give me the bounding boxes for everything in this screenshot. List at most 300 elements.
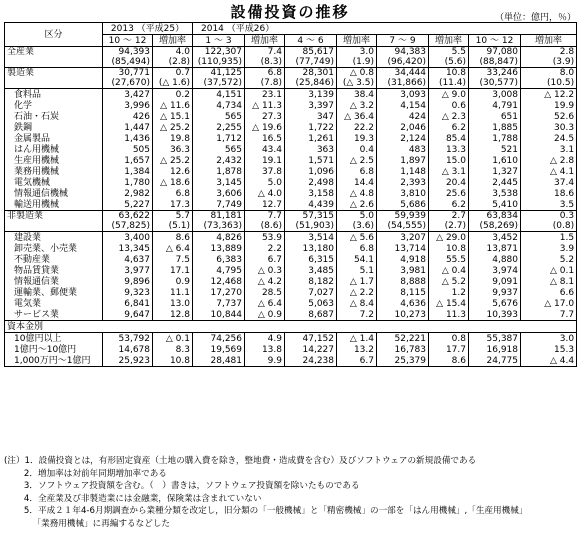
growth-rate-cell: 2.7 bbox=[429, 211, 469, 222]
amount-cell: 565 bbox=[193, 111, 245, 122]
amount-cell: 3,093 bbox=[377, 89, 429, 101]
amount-cell: 1,712 bbox=[193, 133, 245, 144]
growth-rate-cell: 6.8 bbox=[337, 243, 377, 254]
growth-rate-cell: 8.3 bbox=[153, 344, 193, 355]
header-period: 増加率 bbox=[337, 35, 377, 47]
growth-rate-cell: 5.1 bbox=[337, 265, 377, 276]
growth-rate-cell: 5.5 bbox=[429, 47, 469, 58]
growth-rate-cell: 37.4 bbox=[521, 177, 577, 188]
table-row bbox=[5, 265, 577, 276]
growth-rate-cell: 13.2 bbox=[337, 344, 377, 355]
growth-rate-cell: 0.2 bbox=[153, 89, 193, 101]
growth-rate-cell: 0.4 bbox=[337, 144, 377, 155]
growth-rate-cell: 19.3 bbox=[337, 133, 377, 144]
amount-cell: 1,885 bbox=[469, 122, 521, 133]
row-label: 食料品 bbox=[5, 89, 103, 101]
amount-cell: 4,880 bbox=[469, 254, 521, 265]
footnote-line: 「業務用機械」に再編するなどした bbox=[4, 518, 171, 529]
table-row bbox=[5, 188, 577, 199]
amount-cell: 10,273 bbox=[377, 309, 429, 321]
growth-rate-cell: △ 19.6 bbox=[245, 122, 285, 133]
growth-rate-cell: 85.4 bbox=[429, 133, 469, 144]
amount-cell: 3,485 bbox=[285, 265, 337, 276]
amount-cell: (51,903) bbox=[285, 221, 337, 232]
row-label: 建設業 bbox=[5, 232, 103, 244]
growth-rate-cell: 4.0 bbox=[153, 47, 193, 58]
amount-cell: 3,810 bbox=[377, 188, 429, 199]
growth-rate-cell: △ 15.4 bbox=[429, 298, 469, 309]
table-row bbox=[5, 177, 577, 188]
table-row bbox=[5, 111, 577, 122]
amount-cell: 1,096 bbox=[285, 166, 337, 177]
amount-cell: (57,825) bbox=[103, 221, 153, 232]
growth-rate-cell: 12.8 bbox=[153, 309, 193, 321]
amount-cell: 4,826 bbox=[193, 232, 245, 244]
growth-rate-cell: 6.8 bbox=[245, 68, 285, 79]
growth-rate-cell: 5.0 bbox=[245, 177, 285, 188]
amount-cell: 3,606 bbox=[193, 188, 245, 199]
growth-rate-cell: 10.8 bbox=[153, 355, 193, 367]
header-period: 増加率 bbox=[521, 35, 577, 47]
growth-rate-cell: (3.9) bbox=[521, 57, 577, 68]
growth-rate-cell: 20.4 bbox=[429, 177, 469, 188]
amount-cell: 1,610 bbox=[469, 155, 521, 166]
amount-cell: 122,307 bbox=[193, 47, 245, 58]
amount-cell: 3,981 bbox=[377, 265, 429, 276]
amount-cell: 4,439 bbox=[285, 199, 337, 211]
growth-rate-cell: 3.0 bbox=[521, 333, 577, 345]
growth-rate-cell: 0.8 bbox=[429, 333, 469, 345]
amount-cell: 16,783 bbox=[377, 344, 429, 355]
growth-rate-cell: △ 2.8 bbox=[521, 155, 577, 166]
amount-cell: 8,687 bbox=[285, 309, 337, 321]
amount-cell: 1,722 bbox=[285, 122, 337, 133]
row-label: 情報通信業 bbox=[5, 276, 103, 287]
growth-rate-cell: 5.0 bbox=[337, 211, 377, 222]
amount-cell: 94,393 bbox=[103, 47, 153, 58]
amount-cell: 363 bbox=[285, 144, 337, 155]
growth-rate-cell: (2.7) bbox=[429, 221, 469, 232]
amount-cell: 3,996 bbox=[103, 100, 153, 111]
amount-cell: 6,383 bbox=[193, 254, 245, 265]
growth-rate-cell: 9.9 bbox=[245, 355, 285, 367]
amount-cell: 2,432 bbox=[193, 155, 245, 166]
amount-cell: 85,617 bbox=[285, 47, 337, 58]
growth-rate-cell: 43.4 bbox=[245, 144, 285, 155]
growth-rate-cell: △ 0.4 bbox=[429, 265, 469, 276]
amount-cell: 4,918 bbox=[377, 254, 429, 265]
amount-cell: 2,445 bbox=[469, 177, 521, 188]
growth-rate-cell: 18.6 bbox=[521, 188, 577, 199]
amount-cell: 3,974 bbox=[469, 265, 521, 276]
amount-cell: 24,775 bbox=[469, 355, 521, 367]
row-label: 業務用機械 bbox=[5, 166, 103, 177]
growth-rate-cell: 0.9 bbox=[153, 276, 193, 287]
growth-rate-cell: 5.2 bbox=[521, 254, 577, 265]
growth-rate-cell: △ 1.4 bbox=[337, 333, 377, 345]
growth-rate-cell: (11.4) bbox=[429, 78, 469, 89]
growth-rate-cell: 3.5 bbox=[521, 199, 577, 211]
capital-investment-table bbox=[4, 22, 577, 367]
growth-rate-cell: △ 6.4 bbox=[245, 298, 285, 309]
amount-cell: 17,270 bbox=[193, 287, 245, 298]
growth-rate-cell: 15.0 bbox=[429, 155, 469, 166]
row-label: 電気機械 bbox=[5, 177, 103, 188]
growth-rate-cell: 10.8 bbox=[429, 243, 469, 254]
growth-rate-cell: 3.1 bbox=[521, 144, 577, 155]
growth-rate-cell: 5.7 bbox=[153, 211, 193, 222]
growth-rate-cell: 14.4 bbox=[337, 177, 377, 188]
table-row bbox=[5, 355, 577, 367]
growth-rate-cell: 38.4 bbox=[337, 89, 377, 101]
growth-rate-cell: 12.7 bbox=[245, 199, 285, 211]
growth-rate-cell: 7.7 bbox=[521, 309, 577, 321]
growth-rate-cell: 19.1 bbox=[245, 155, 285, 166]
amount-cell: 1,148 bbox=[377, 166, 429, 177]
growth-rate-cell: 6.7 bbox=[337, 355, 377, 367]
table-row bbox=[5, 243, 577, 254]
amount-cell: (31,866) bbox=[377, 78, 429, 89]
amount-cell: 505 bbox=[103, 144, 153, 155]
summary-subrow bbox=[5, 57, 577, 68]
growth-rate-cell: 7.7 bbox=[245, 211, 285, 222]
amount-cell: 5,676 bbox=[469, 298, 521, 309]
growth-rate-cell: △ 5.6 bbox=[337, 232, 377, 244]
growth-rate-cell: 7.4 bbox=[245, 47, 285, 58]
summary-row bbox=[5, 211, 577, 222]
growth-rate-cell: △ 15.1 bbox=[153, 111, 193, 122]
amount-cell: 19,569 bbox=[193, 344, 245, 355]
table-row bbox=[5, 344, 577, 355]
growth-rate-cell: △ 6.4 bbox=[153, 243, 193, 254]
table-row bbox=[5, 144, 577, 155]
row-label: 金属製品 bbox=[5, 133, 103, 144]
amount-cell: 565 bbox=[193, 144, 245, 155]
row-label: 化学 bbox=[5, 100, 103, 111]
row-label: 製造業 bbox=[5, 68, 103, 79]
growth-rate-cell: △ 11.3 bbox=[245, 100, 285, 111]
amount-cell: 12,468 bbox=[193, 276, 245, 287]
amount-cell: (30,577) bbox=[469, 78, 521, 89]
growth-rate-cell: (10.5) bbox=[521, 78, 577, 89]
amount-cell: (54,555) bbox=[377, 221, 429, 232]
amount-cell: 63,834 bbox=[469, 211, 521, 222]
growth-rate-cell: (3.6) bbox=[337, 221, 377, 232]
amount-cell: 3,139 bbox=[285, 89, 337, 101]
amount-cell: 13,714 bbox=[377, 243, 429, 254]
row-label: 物品賃貸業 bbox=[5, 265, 103, 276]
amount-cell: 8,888 bbox=[377, 276, 429, 287]
growth-rate-cell: △ 18.6 bbox=[153, 177, 193, 188]
footnote-line: 2．増加率は対前年同期増加率である bbox=[4, 468, 167, 479]
growth-rate-cell: (5.1) bbox=[153, 221, 193, 232]
growth-rate-cell: 19.8 bbox=[153, 133, 193, 144]
amount-cell: 97,080 bbox=[469, 47, 521, 58]
growth-rate-cell: △ 0.9 bbox=[245, 309, 285, 321]
summary-row bbox=[5, 68, 577, 79]
row-label: 10億円以上 bbox=[5, 333, 103, 345]
amount-cell: 24,238 bbox=[285, 355, 337, 367]
table-row bbox=[5, 133, 577, 144]
growth-rate-cell: △ 3.1 bbox=[429, 166, 469, 177]
row-label: 非製造業 bbox=[5, 211, 103, 222]
row-label: 情報通信機械 bbox=[5, 188, 103, 199]
amount-cell: 3,400 bbox=[103, 232, 153, 244]
header-period: 4 ～ 6 bbox=[285, 35, 337, 47]
growth-rate-cell: △ 8.4 bbox=[337, 298, 377, 309]
amount-cell: 1,897 bbox=[377, 155, 429, 166]
summary-subrow bbox=[5, 221, 577, 232]
amount-cell: 9,896 bbox=[103, 276, 153, 287]
growth-rate-cell: 10.8 bbox=[429, 68, 469, 79]
header-period: 7 ～ 9 bbox=[377, 35, 429, 47]
amount-cell: 4,636 bbox=[377, 298, 429, 309]
row-label: 全産業 bbox=[5, 47, 103, 58]
row-label: 1,000万円～1億円 bbox=[5, 355, 103, 367]
growth-rate-cell: △ 4.4 bbox=[521, 355, 577, 367]
amount-cell: 1,780 bbox=[103, 177, 153, 188]
growth-rate-cell: 6.2 bbox=[429, 122, 469, 133]
amount-cell: 28,301 bbox=[285, 68, 337, 79]
growth-rate-cell: △ 29.0 bbox=[429, 232, 469, 244]
amount-cell: 53,792 bbox=[103, 333, 153, 345]
amount-cell: 52,221 bbox=[377, 333, 429, 345]
growth-rate-cell: △ 8.1 bbox=[521, 276, 577, 287]
amount-cell: 1,447 bbox=[103, 122, 153, 133]
growth-rate-cell: 11.3 bbox=[429, 309, 469, 321]
amount-cell: 74,256 bbox=[193, 333, 245, 345]
table-row bbox=[5, 89, 577, 101]
growth-rate-cell: 37.8 bbox=[245, 166, 285, 177]
growth-rate-cell: 22.2 bbox=[337, 122, 377, 133]
growth-rate-cell: △ 2.5 bbox=[337, 155, 377, 166]
amount-cell: 2,982 bbox=[103, 188, 153, 199]
growth-rate-cell: (1.9) bbox=[337, 57, 377, 68]
amount-cell: 10,393 bbox=[469, 309, 521, 321]
growth-rate-cell: 15.3 bbox=[521, 344, 577, 355]
unit-label: （単位：億円，％） bbox=[494, 13, 576, 23]
amount-cell: 13,871 bbox=[469, 243, 521, 254]
table-row bbox=[5, 166, 577, 177]
growth-rate-cell: 53.9 bbox=[245, 232, 285, 244]
header-period: 10 ～ 12 bbox=[469, 35, 521, 47]
amount-cell: 3,452 bbox=[469, 232, 521, 244]
growth-rate-cell: 12.6 bbox=[153, 166, 193, 177]
amount-cell: 4,151 bbox=[193, 89, 245, 101]
growth-rate-cell: 0.3 bbox=[521, 211, 577, 222]
amount-cell: (58,269) bbox=[469, 221, 521, 232]
growth-rate-cell: △ 2.3 bbox=[429, 111, 469, 122]
amount-cell: 5,227 bbox=[103, 199, 153, 211]
growth-rate-cell: 19.9 bbox=[521, 100, 577, 111]
growth-rate-cell: 6.7 bbox=[245, 254, 285, 265]
amount-cell: 1,261 bbox=[285, 133, 337, 144]
section-heading-row bbox=[5, 321, 577, 333]
growth-rate-cell: △ 17.0 bbox=[521, 298, 577, 309]
header-period: 増加率 bbox=[245, 35, 285, 47]
growth-rate-cell: △ 12.2 bbox=[521, 89, 577, 101]
amount-cell: 3,538 bbox=[469, 188, 521, 199]
growth-rate-cell: △ 4.2 bbox=[245, 276, 285, 287]
amount-cell: 30,771 bbox=[103, 68, 153, 79]
table-row bbox=[5, 232, 577, 244]
growth-rate-cell: 8.0 bbox=[521, 68, 577, 79]
row-label: はん用機械 bbox=[5, 144, 103, 155]
amount-cell: 14,678 bbox=[103, 344, 153, 355]
growth-rate-cell: △ 4.0 bbox=[245, 188, 285, 199]
amount-cell: 13,180 bbox=[285, 243, 337, 254]
amount-cell: 3,397 bbox=[285, 100, 337, 111]
table-row bbox=[5, 276, 577, 287]
growth-rate-cell: 7.2 bbox=[337, 309, 377, 321]
table-row bbox=[5, 287, 577, 298]
row-label: 生産用機械 bbox=[5, 155, 103, 166]
header-period: 増加率 bbox=[429, 35, 469, 47]
amount-cell: (96,420) bbox=[377, 57, 429, 68]
row-label bbox=[5, 78, 103, 89]
growth-rate-cell: 36.3 bbox=[153, 144, 193, 155]
growth-rate-cell: 1.5 bbox=[521, 232, 577, 244]
growth-rate-cell: 11.1 bbox=[153, 287, 193, 298]
amount-cell: 4,791 bbox=[469, 100, 521, 111]
growth-rate-cell: △ 0.8 bbox=[337, 68, 377, 79]
amount-cell: (85,494) bbox=[103, 57, 153, 68]
amount-cell: 81,181 bbox=[193, 211, 245, 222]
amount-cell: 483 bbox=[377, 144, 429, 155]
growth-rate-cell: 30.3 bbox=[521, 122, 577, 133]
growth-rate-cell: 24.5 bbox=[521, 133, 577, 144]
growth-rate-cell: 52.6 bbox=[521, 111, 577, 122]
amount-cell: 4,154 bbox=[377, 100, 429, 111]
amount-cell: 13,889 bbox=[193, 243, 245, 254]
amount-cell: 9,323 bbox=[103, 287, 153, 298]
header-period: 1 ～ 3 bbox=[193, 35, 245, 47]
growth-rate-cell: △ 3.2 bbox=[337, 100, 377, 111]
growth-rate-cell: 13.3 bbox=[429, 144, 469, 155]
row-label: 鉄鋼 bbox=[5, 122, 103, 133]
amount-cell: 3,158 bbox=[285, 188, 337, 199]
growth-rate-cell: 16.5 bbox=[245, 133, 285, 144]
amount-cell: 424 bbox=[377, 111, 429, 122]
growth-rate-cell: (2.8) bbox=[153, 57, 193, 68]
amount-cell: 1,788 bbox=[469, 133, 521, 144]
amount-cell: 57,315 bbox=[285, 211, 337, 222]
growth-rate-cell: 13.8 bbox=[245, 344, 285, 355]
growth-rate-cell: △ 11.6 bbox=[153, 100, 193, 111]
amount-cell: 651 bbox=[469, 111, 521, 122]
amount-cell: (25,846) bbox=[285, 78, 337, 89]
growth-rate-cell: 8.6 bbox=[153, 232, 193, 244]
amount-cell: (110,935) bbox=[193, 57, 245, 68]
amount-cell: 6,315 bbox=[285, 254, 337, 265]
table-row bbox=[5, 155, 577, 166]
row-label bbox=[5, 221, 103, 232]
header-period: 10 ～ 12 bbox=[103, 35, 153, 47]
amount-cell: 16,918 bbox=[469, 344, 521, 355]
growth-rate-cell: △ 25.2 bbox=[153, 155, 193, 166]
table-row bbox=[5, 199, 577, 211]
amount-cell: 4,734 bbox=[193, 100, 245, 111]
amount-cell: 5,410 bbox=[469, 199, 521, 211]
growth-rate-cell: △ 25.2 bbox=[153, 122, 193, 133]
row-label bbox=[5, 57, 103, 68]
growth-rate-cell: (5.6) bbox=[429, 57, 469, 68]
amount-cell: 25,923 bbox=[103, 355, 153, 367]
growth-rate-cell: △ 0.1 bbox=[521, 265, 577, 276]
amount-cell: 13,345 bbox=[103, 243, 153, 254]
growth-rate-cell: 55.5 bbox=[429, 254, 469, 265]
amount-cell: 59,939 bbox=[377, 211, 429, 222]
amount-cell: 4,795 bbox=[193, 265, 245, 276]
amount-cell: 426 bbox=[103, 111, 153, 122]
growth-rate-cell: 0.6 bbox=[429, 100, 469, 111]
row-label: 卸売業、小売業 bbox=[5, 243, 103, 254]
amount-cell: 1,327 bbox=[469, 166, 521, 177]
growth-rate-cell: 1.2 bbox=[429, 287, 469, 298]
amount-cell: 3,977 bbox=[103, 265, 153, 276]
amount-cell: 3,207 bbox=[377, 232, 429, 244]
amount-cell: 3,514 bbox=[285, 232, 337, 244]
growth-rate-cell: 0.7 bbox=[153, 68, 193, 79]
table-row bbox=[5, 333, 577, 345]
amount-cell: (37,572) bbox=[193, 78, 245, 89]
footnote-line: 5．平成２１年4-6月期調査から業種分類を改定し，旧分類の「一般機械」と「精密機械」の一部を「はん用機械」,「生産用機械」 bbox=[4, 506, 528, 516]
growth-rate-cell: 3.9 bbox=[521, 243, 577, 254]
growth-rate-cell: 17.3 bbox=[153, 199, 193, 211]
growth-rate-cell: △ 2.6 bbox=[337, 199, 377, 211]
amount-cell: 2,498 bbox=[285, 177, 337, 188]
amount-cell: 63,622 bbox=[103, 211, 153, 222]
amount-cell: 34,444 bbox=[377, 68, 429, 79]
growth-rate-cell: 6.6 bbox=[521, 287, 577, 298]
amount-cell: 8,182 bbox=[285, 276, 337, 287]
summary-subrow bbox=[5, 78, 577, 89]
amount-cell: 4,637 bbox=[103, 254, 153, 265]
amount-cell: 2,124 bbox=[377, 133, 429, 144]
amount-cell: 347 bbox=[285, 111, 337, 122]
amount-cell: 14,227 bbox=[285, 344, 337, 355]
page-title: 設備投資の推移 bbox=[230, 3, 350, 21]
growth-rate-cell: 54.1 bbox=[337, 254, 377, 265]
growth-rate-cell: 6.8 bbox=[337, 166, 377, 177]
growth-rate-cell: △ 2.2 bbox=[337, 287, 377, 298]
growth-rate-cell: △ 9.0 bbox=[429, 89, 469, 101]
amount-cell: 1,878 bbox=[193, 166, 245, 177]
amount-cell: 94,383 bbox=[377, 47, 429, 58]
growth-rate-cell: (△ 1.6) bbox=[153, 78, 193, 89]
footnote-line: (注）1．設備投資とは，有形固定資産（土地の購入費を除き，整地費・造成費を含む）及びソフトウェアの新規設備である bbox=[4, 456, 477, 466]
growth-rate-cell: 17.7 bbox=[429, 344, 469, 355]
growth-rate-cell: (0.8) bbox=[521, 221, 577, 232]
growth-rate-cell: (7.8) bbox=[245, 78, 285, 89]
header-year-2014: 2014 （平成26） bbox=[193, 23, 577, 35]
amount-cell: 2,046 bbox=[377, 122, 429, 133]
footnote-line: 3．ソフトウェア投資額を含む。（ ）書きは，ソフトウェア投資額を除いたものである bbox=[4, 481, 360, 491]
amount-cell: 55,387 bbox=[469, 333, 521, 345]
growth-rate-cell: △ 5.2 bbox=[429, 276, 469, 287]
growth-rate-cell: 6.8 bbox=[153, 188, 193, 199]
growth-rate-cell: △ 0.3 bbox=[245, 265, 285, 276]
growth-rate-cell: 4.9 bbox=[245, 333, 285, 345]
amount-cell: 5,063 bbox=[285, 298, 337, 309]
amount-cell: 3,145 bbox=[193, 177, 245, 188]
growth-rate-cell: 13.0 bbox=[153, 298, 193, 309]
amount-cell: 9,647 bbox=[103, 309, 153, 321]
amount-cell: 3,427 bbox=[103, 89, 153, 101]
row-label: 石油・石炭 bbox=[5, 111, 103, 122]
row-label: サービス業 bbox=[5, 309, 103, 321]
table-row bbox=[5, 122, 577, 133]
